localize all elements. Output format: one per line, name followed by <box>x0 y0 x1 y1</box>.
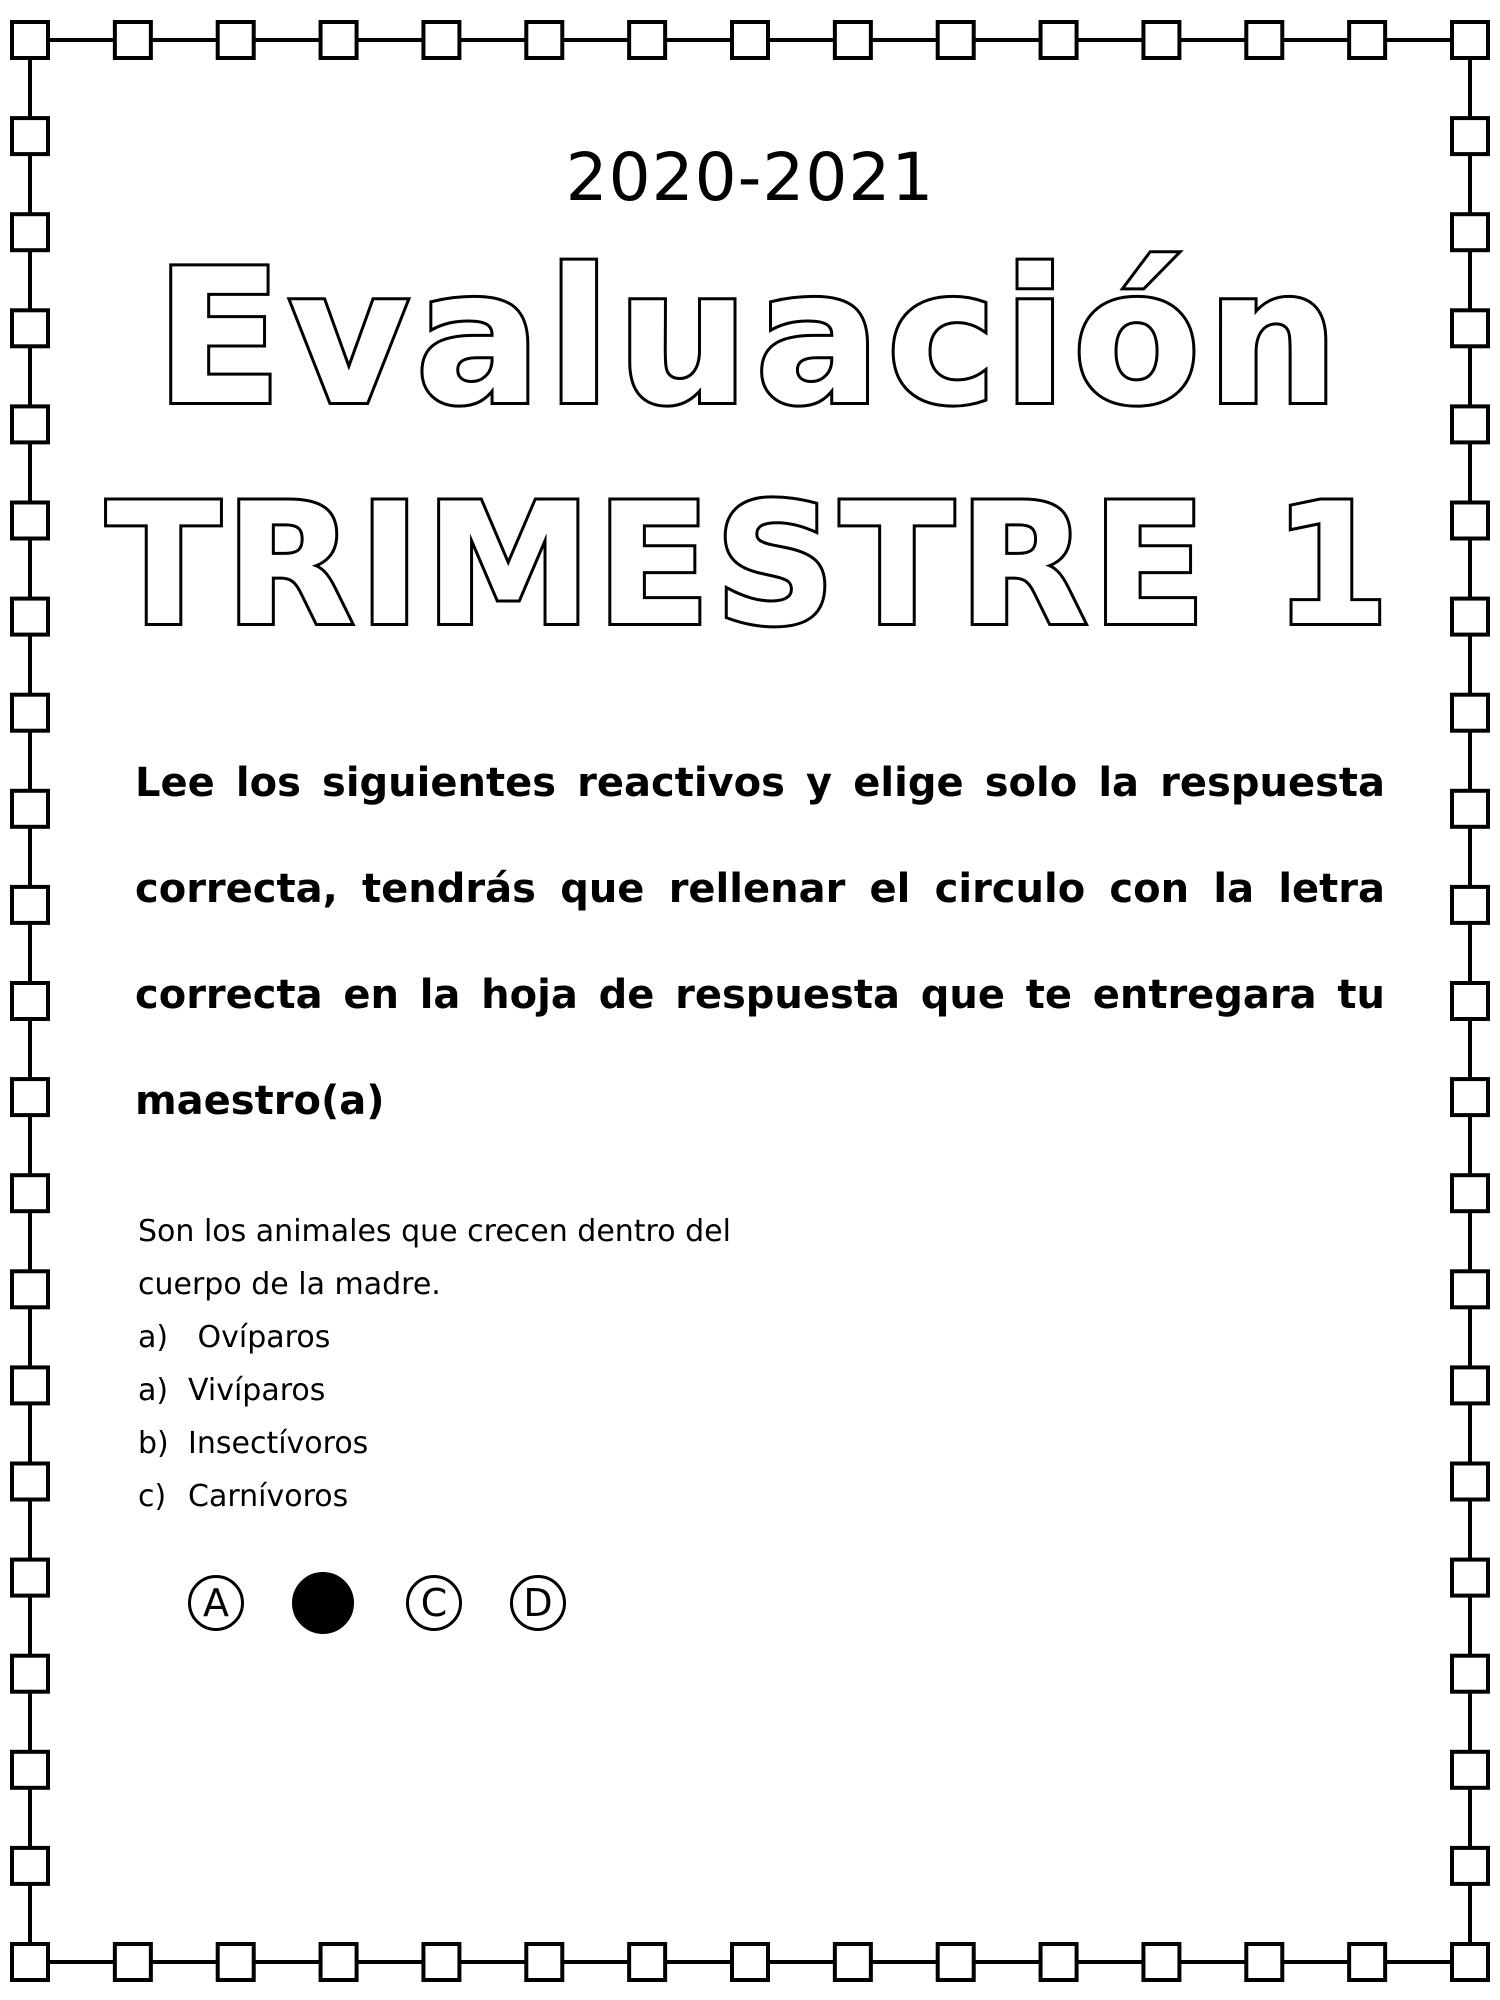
border-square <box>218 1944 254 1980</box>
page-title: Evaluación <box>155 229 1345 446</box>
border-square <box>1246 22 1282 58</box>
border-square <box>1452 983 1488 1019</box>
border-square <box>835 1944 871 1980</box>
border-square <box>218 22 254 58</box>
option-1 <box>138 1311 938 1364</box>
answer-bubble-a[interactable]: A <box>188 1575 244 1631</box>
border-square <box>1452 1271 1488 1307</box>
border-square <box>835 22 871 58</box>
question-text-line-2: cuerpo de la madre. <box>138 1267 441 1302</box>
option-letter: a) <box>138 1320 169 1355</box>
border-square <box>12 1367 48 1403</box>
border-square <box>12 791 48 827</box>
border-square <box>526 22 562 58</box>
border-square <box>1452 1944 1488 1980</box>
answer-bubble-d[interactable]: D <box>510 1575 566 1631</box>
option-letter: c) <box>138 1479 167 1514</box>
border-square <box>1246 1944 1282 1980</box>
option-text: Vivíparos <box>188 1373 326 1408</box>
border-square <box>12 887 48 923</box>
option-3 <box>138 1417 938 1470</box>
border-square <box>12 310 48 346</box>
border-square <box>1452 1175 1488 1211</box>
instructions-text: Lee los siguientes reactivos y elige solo la respuesta correcta, tendrás que rellenar el circulo con la letra correcta en la hoja de respuesta que te entregara tu maestro(a) <box>135 760 1385 1124</box>
border-square <box>629 22 665 58</box>
border-square <box>12 1656 48 1692</box>
option-letter: b) <box>138 1426 169 1461</box>
border-square <box>12 406 48 442</box>
border-square <box>12 1560 48 1596</box>
border-square <box>938 1944 974 1980</box>
border-square <box>1143 22 1179 58</box>
border-square <box>1452 791 1488 827</box>
answer-bubble-b-filled[interactable]: B <box>292 1572 354 1634</box>
border-square <box>12 1079 48 1115</box>
border-square <box>12 1752 48 1788</box>
border-square <box>12 695 48 731</box>
border-square <box>12 503 48 539</box>
border-square <box>1452 1560 1488 1596</box>
border-square <box>423 22 459 58</box>
border-square <box>12 214 48 250</box>
border-square <box>1452 406 1488 442</box>
border-square <box>1349 1944 1385 1980</box>
answer-bubbles <box>188 1572 614 1634</box>
border-square <box>1452 1656 1488 1692</box>
border-square <box>321 22 357 58</box>
option-text: Insectívoros <box>188 1426 369 1461</box>
border-square <box>12 983 48 1019</box>
border-square <box>12 1464 48 1500</box>
option-text: Carnívoros <box>188 1479 349 1514</box>
border-square <box>12 1944 48 1980</box>
answer-bubble-c[interactable]: C <box>406 1575 462 1631</box>
border-square <box>1452 1367 1488 1403</box>
border-square <box>115 22 151 58</box>
border-square <box>12 1175 48 1211</box>
border-square <box>1452 1464 1488 1500</box>
question-text-line-1: Son los animales que crecen dentro del <box>138 1214 731 1249</box>
border-square <box>1349 22 1385 58</box>
option-text: Ovíparos <box>188 1320 331 1355</box>
option-2 <box>138 1364 938 1417</box>
border-square <box>1452 887 1488 923</box>
border-square <box>1452 599 1488 635</box>
border-square <box>1041 1944 1077 1980</box>
border-square <box>1452 503 1488 539</box>
border-square <box>1452 214 1488 250</box>
option-letter: a) <box>138 1373 169 1408</box>
border-square <box>115 1944 151 1980</box>
border-square <box>12 1848 48 1884</box>
border-square <box>1452 310 1488 346</box>
school-year: 2020-2021 <box>565 139 935 216</box>
border-square <box>1452 1079 1488 1115</box>
border-square <box>938 22 974 58</box>
border-square <box>732 22 768 58</box>
border-square <box>1143 1944 1179 1980</box>
border-square <box>629 1944 665 1980</box>
border-square <box>321 1944 357 1980</box>
question-block <box>138 1205 938 1523</box>
border-square <box>1452 695 1488 731</box>
border-square <box>526 1944 562 1980</box>
border-square <box>12 22 48 58</box>
border-square <box>12 1271 48 1307</box>
page-subtitle: TRIMESTRE 1 <box>106 467 1394 663</box>
border-square <box>423 1944 459 1980</box>
border-square <box>1041 22 1077 58</box>
border-square <box>1452 1848 1488 1884</box>
border-square <box>1452 22 1488 58</box>
option-4 <box>138 1470 938 1523</box>
border-square <box>12 599 48 635</box>
border-square <box>1452 1752 1488 1788</box>
border-square <box>732 1944 768 1980</box>
